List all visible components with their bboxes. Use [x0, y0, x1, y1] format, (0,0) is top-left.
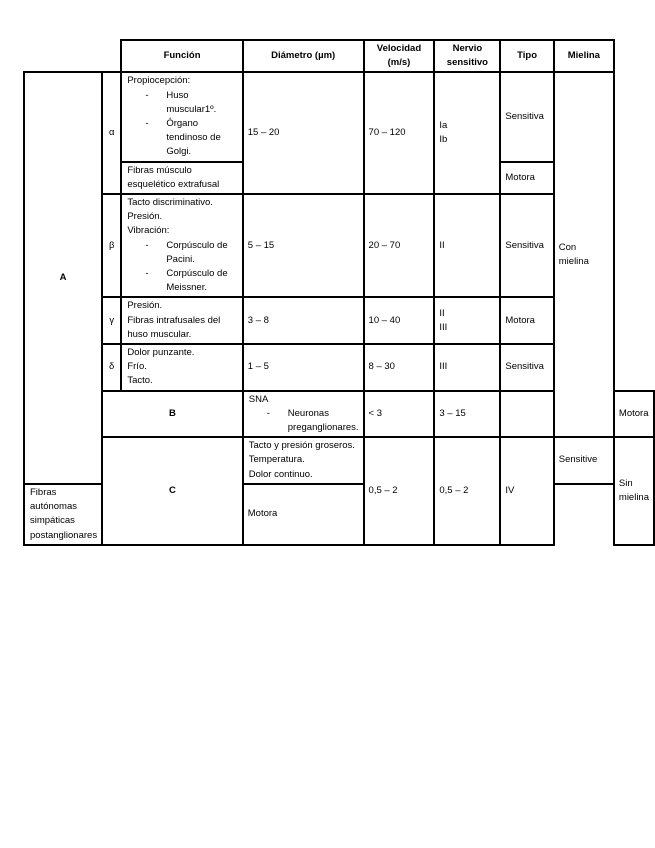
beta-funcion-cell: Tacto discriminativo. Presión. Vibración: - Corpúsculo de Pacini. - Corpúsculo de Meissner. [121, 194, 242, 297]
alpha-fibras: Fibras músculo esquelético extrafusal [121, 162, 242, 194]
b-list [249, 407, 359, 435]
subgroup-beta: β [102, 194, 121, 297]
group-a: A [24, 72, 102, 483]
alpha-tipo-sensitiva: Sensitiva [500, 72, 553, 161]
list-item: - Neuronas preganglionares. [249, 407, 359, 435]
delta-tipo: Sensitiva [500, 344, 553, 391]
header-funcion: Función [121, 40, 242, 72]
delta-nervio: III [434, 344, 500, 391]
delta-diametro: 1 – 5 [243, 344, 364, 391]
mielina-sin: Sin mielina [614, 437, 654, 544]
list-item: - Huso muscular1º. [127, 89, 237, 117]
c-tipo-sensitive: Sensitive [554, 437, 614, 484]
list-item: - Órgano tendinoso de Golgi. [127, 117, 237, 160]
alpha-velocidad: 70 – 120 [364, 72, 435, 194]
beta-nervio: II [434, 194, 500, 297]
gamma-tipo: Motora [500, 297, 553, 344]
delta-funcion-cell: Dolor punzante. Frío. Tacto. [121, 344, 242, 391]
list-item: - Corpúsculo de Meissner. [127, 267, 237, 295]
delta-velocidad: 8 – 30 [364, 344, 435, 391]
nerve-fiber-table [23, 39, 655, 546]
c-fibras: Fibras autónomas simpáticas postanglionares [24, 484, 102, 545]
alpha-propio-title: Propiocepción: [127, 75, 191, 87]
c-velocidad: 0,5 – 2 [434, 437, 500, 544]
gamma-nervio: II III [434, 297, 500, 344]
group-b: B [102, 391, 243, 438]
b-velocidad: 3 – 15 [434, 391, 500, 438]
b-funcion-cell: SNA - Neuronas preganglionares. [243, 391, 364, 438]
beta-tipo: Sensitiva [500, 194, 553, 297]
b-diametro: < 3 [364, 391, 435, 438]
header-velocidad: Velocidad (m/s) [364, 40, 435, 72]
subgroup-delta: δ [102, 344, 121, 391]
header-empty-cell [24, 40, 121, 72]
beta-receptor-list [127, 239, 237, 296]
header-tipo: Tipo [500, 40, 553, 72]
alpha-diametro: 15 – 20 [243, 72, 364, 194]
mielina-con: Con mielina [554, 72, 614, 437]
group-c: C [102, 437, 243, 544]
alpha-propio-list [127, 89, 237, 160]
subgroup-gamma: γ [102, 297, 121, 344]
beta-velocidad: 20 – 70 [364, 194, 435, 297]
list-item: - Corpúsculo de Pacini. [127, 239, 237, 267]
beta-diametro: 5 – 15 [243, 194, 364, 297]
alpha-nervio: Ia Ib [434, 72, 500, 194]
row-a-alpha-1 [24, 72, 654, 161]
alpha-tipo-motora: Motora [500, 162, 553, 194]
header-diametro: Diámetro (µm) [243, 40, 364, 72]
row-c-1 [24, 437, 654, 484]
gamma-velocidad: 10 – 40 [364, 297, 435, 344]
header-row [24, 40, 654, 72]
c-funcion-cell: Tacto y presión groseros. Temperatura. Dolor continuo. [243, 437, 364, 484]
b-nervio [500, 391, 553, 438]
subgroup-alpha: α [102, 72, 121, 194]
c-tipo-motora: Motora [243, 484, 364, 545]
header-mielina: Mielina [554, 40, 614, 72]
b-tipo: Motora [614, 391, 654, 438]
alpha-funcion-cell [121, 72, 242, 161]
gamma-diametro: 3 – 8 [243, 297, 364, 344]
c-diametro: 0,5 – 2 [364, 437, 435, 544]
gamma-funcion-cell: Presión. Fibras intrafusales del huso muscular. [121, 297, 242, 344]
c-nervio: IV [500, 437, 553, 544]
header-nervio: Nervio sensitivo [434, 40, 500, 72]
